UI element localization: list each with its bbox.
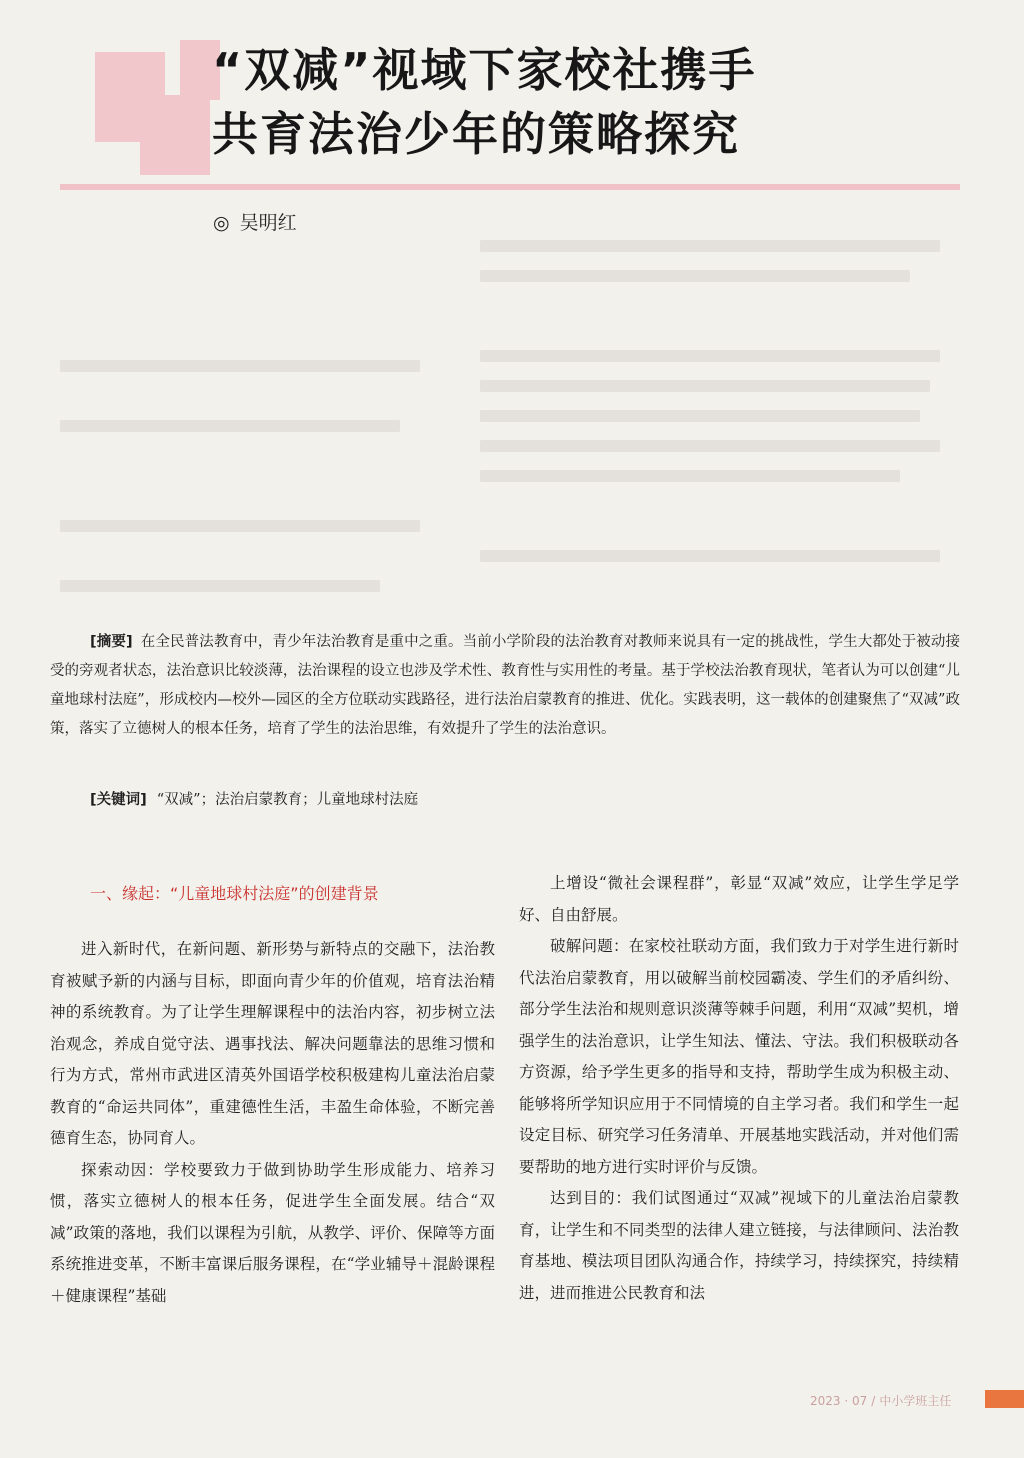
body-paragraph-continued: 上增设“微社会课程群”，彰显“双减”效应，让学生学足学好、自由舒展。 (519, 874, 959, 924)
issue-date: 2023 · 07 (810, 1394, 868, 1408)
body-column-left (50, 868, 495, 1312)
title-line-1: “双减”视域下家校社携手 (212, 43, 757, 97)
page-footer: 2023 · 07 / 中小学班主任 (810, 1394, 952, 1408)
abstract (50, 628, 960, 744)
article-title (212, 38, 992, 166)
keywords-label: [关键词] (90, 792, 147, 808)
author-mark: ◎ (213, 212, 230, 234)
title-line-2: 共育法治少年的策略探究 (212, 107, 740, 161)
body-paragraph: 进入新时代，在新问题、新形势与新特点的交融下，法治教育被赋予新的内涵与目标，即面向青少年的价值观，培育法治精神的系统教育。为了让学生理解课程中的法治内容，初步树立法治观念，养成自觉守法、遇事找法、解决问题靠法的思维习惯和行为方式，常州市武进区清英外国语学校积极建构儿童法治启蒙教育的“命运共同体”，重建德性生活，丰盈生命体验，不断完善德育生态，协同育人。 (50, 940, 495, 1147)
footer-accent-bar (985, 1390, 1024, 1408)
body-paragraph: 达到目的：我们试图通过“双减”视域下的儿童法治启蒙教育，让学生和不同类型的法律人建立链接，与法律顾问、法治教育基地、模法项目团队沟通合作，持续学习，持续探究，持续精进，进而推进公民教育和法 (519, 1189, 959, 1302)
body-paragraph: 探索动因：学校要致力于做到协助学生形成能力、培养习惯，落实立德树人的根本任务，促进学生全面发展。结合“双减”政策的落地，我们以课程为引航，从教学、评价、保障等方面系统推进变革，不断丰富课后服务课程，在“学业辅导＋混龄课程＋健康课程”基础 (50, 1160, 495, 1305)
body-paragraph: 破解问题：在家校社联动方面，我们致力于对学生进行新时代法治启蒙教育，用以破解当前校园霸凌、学生们的矛盾纠纷、部分学生法治和规则意识淡薄等棘手问题，利用“双减”契机，增强学生的法治意识，让学生知法、懂法、守法。我们积极联动各方资源，给予学生更多的指导和支持，帮助学生成为积极主动、能够将所学知识应用于不同情境的自主学习者。我们和学生一起设定目标、研究学习任务清单、开展基地实践活动，并对他们需要帮助的地方进行实时评价与反馈。 (519, 937, 959, 1176)
abstract-text: 在全民普法教育中，青少年法治教育是重中之重。当前小学阶段的法治教育对教师来说具有一定的挑战性，学生大都处于被动接受的旁观者状态，法治意识比较淡薄，法治课程的设立也涉及学术性、教育性与实用性的考量。基于学校法治教育现状，笔者认为可以创建“儿童地球村法庭”，形成校内—校外—园区的全方位联动实践路径，进行法治启蒙教育的推进、优化。实践表明，这一载体的创建聚焦了“双减”政策，落实了立德树人的根本任务，培育了学生的法治思维，有效提升了学生的法治意识。 (50, 634, 960, 737)
author-byline (213, 208, 297, 235)
abstract-label: [摘要] (90, 634, 133, 650)
keywords (90, 786, 960, 815)
title-decoration-block (140, 95, 210, 175)
section-heading: 一、缘起：“儿童地球村法庭”的创建背景 (90, 884, 379, 903)
title-underline-rule (60, 184, 960, 190)
body-column-right (519, 868, 959, 1309)
author-name: 吴明红 (239, 212, 297, 234)
keywords-text: “双减”；法治启蒙教育；儿童地球村法庭 (156, 792, 419, 808)
journal-name: 中小学班主任 (879, 1394, 952, 1408)
